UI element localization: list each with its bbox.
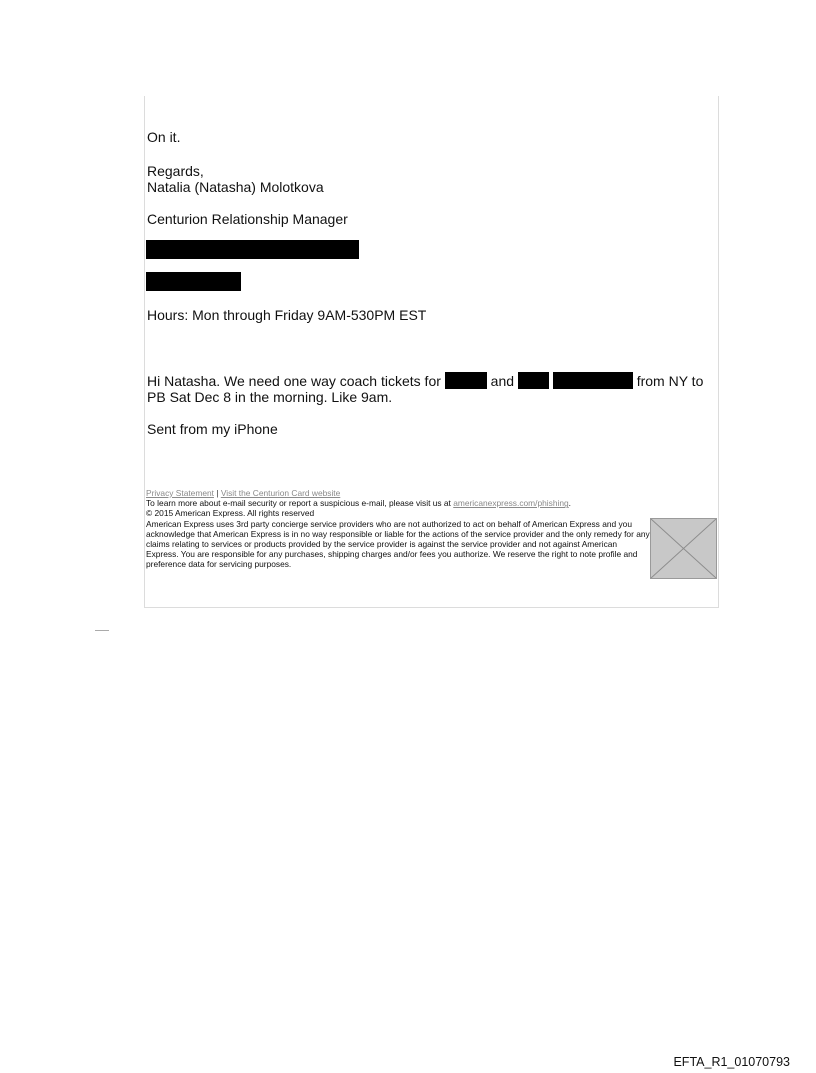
image-placeholder-cross-icon	[651, 519, 716, 578]
request-and: and	[490, 373, 515, 389]
footer-links-row	[146, 488, 651, 498]
copyright-text: © 2015 American Express. All rights reserved	[146, 508, 315, 519]
centurion-website-link[interactable]: Visit the Centurion Card website	[220, 488, 341, 498]
redaction-block	[553, 372, 633, 389]
sender-name: Natalia (Natasha) Molotkova	[147, 179, 324, 195]
request-message	[147, 372, 712, 405]
hours-text: Hours: Mon through Friday 9AM-530PM EST	[147, 307, 427, 323]
reply-line: On it.	[147, 129, 181, 145]
link-separator: |	[216, 488, 219, 498]
privacy-statement-link[interactable]: Privacy Statement	[146, 488, 214, 498]
security-period: .	[568, 498, 571, 509]
email-footer	[146, 488, 651, 570]
disclaimer-text: American Express uses 3rd party concierge service providers who are not authorized to act on behalf of American Express and you acknowledge that American Express is in no way responsible or liable for the actions of the service provider and the only remedy for any claims relating to services or products provided by the service provider is against the service provider and not against American Express. You are responsible for any purchases, shipping charges and/or fees you authorize. We reserve the right to note profile and preference data for servicing purposes.	[146, 518, 650, 570]
phishing-link[interactable]: americanexpress.com/phishing	[453, 498, 569, 509]
redaction-block	[445, 372, 487, 389]
sender-title: Centurion Relationship Manager	[147, 211, 348, 227]
margin-mark	[95, 626, 109, 631]
redaction-block	[146, 240, 359, 259]
redaction-block	[518, 372, 549, 389]
redaction-block	[146, 272, 241, 291]
security-text: To learn more about e-mail security or report a suspicious e-mail, please visit us at	[146, 498, 451, 509]
broken-image-icon	[650, 518, 717, 579]
request-text-end: from NY to PB Sat Dec 8 in the morning. Like 9am.	[147, 373, 704, 405]
security-notice	[146, 498, 651, 508]
document-id: EFTA_R1_01070793	[673, 1055, 790, 1069]
sent-from-text: Sent from my iPhone	[147, 421, 278, 437]
request-text-start: Hi Natasha. We need one way coach tickets for	[147, 373, 441, 389]
regards-text: Regards,	[147, 163, 204, 179]
